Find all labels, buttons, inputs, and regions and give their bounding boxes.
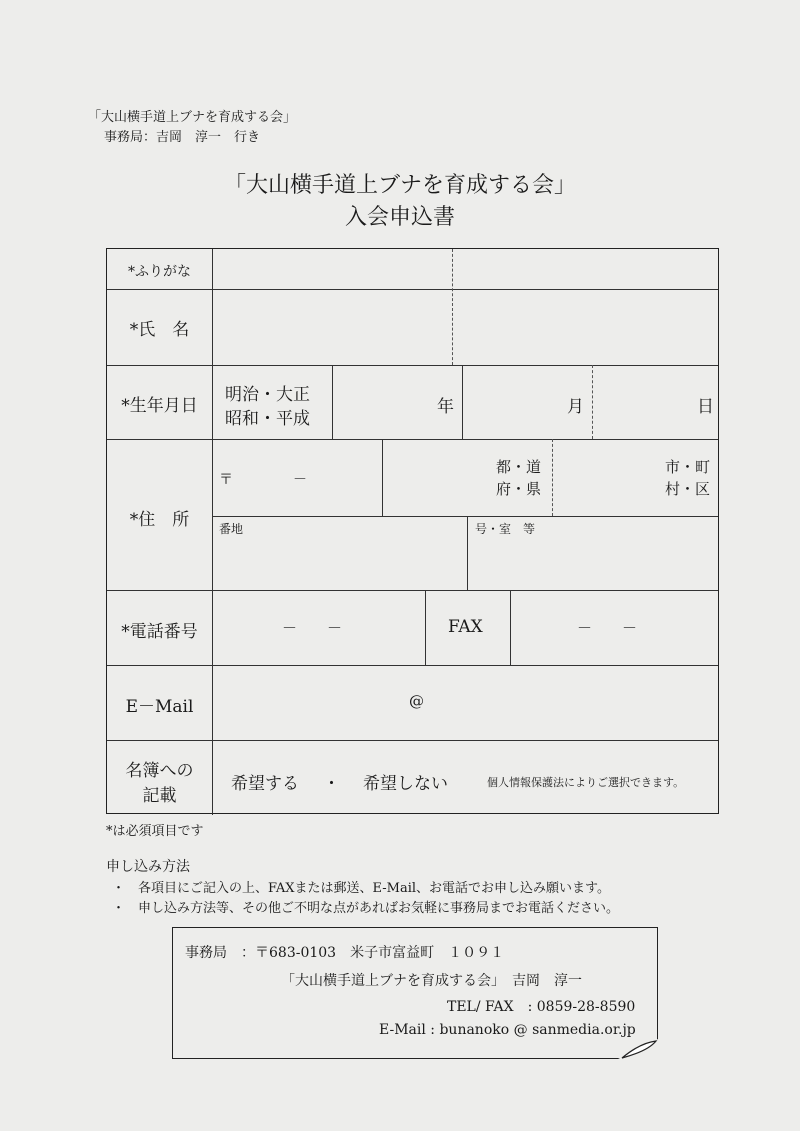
- row-divider: [107, 365, 718, 366]
- option-separator: ・: [323, 774, 340, 794]
- wish-option[interactable]: 希望する: [231, 774, 299, 794]
- office-phone-line: TEL/ FAX : 0859-28-8590: [447, 999, 636, 1015]
- furigana-field-left[interactable]: [215, 251, 451, 287]
- at-mark[interactable]: @: [409, 692, 424, 710]
- office-contact-box: [172, 927, 658, 1059]
- phone-divider: [425, 590, 426, 665]
- prefecture-type-1: 都・道: [496, 458, 542, 476]
- phone-divider: [510, 590, 511, 665]
- office-recipient-line: 事務局：吉岡 淳一 行き: [104, 130, 261, 145]
- roster-label-line2: 記載: [142, 786, 177, 806]
- birth-divider: [462, 365, 463, 439]
- last-name-field[interactable]: [215, 292, 451, 362]
- required-footnote: *は必須項目です: [106, 824, 204, 839]
- city-type-2: 村・区: [665, 480, 711, 498]
- org-line: 「大山横手道上ブナを育成する会」: [88, 110, 297, 125]
- era-option-2[interactable]: 昭和・平成: [225, 409, 310, 429]
- row-divider: [107, 439, 718, 440]
- office-email-line: E-Mail : bunanoko @ sanmedia.or.jp: [379, 1022, 636, 1038]
- page-curl-icon: [618, 1039, 658, 1059]
- city-type-1: 市・町: [665, 458, 711, 476]
- name-dashed-divider: [452, 249, 453, 365]
- phone-dashes[interactable]: － －: [282, 619, 343, 637]
- birth-dashed-divider: [592, 365, 593, 439]
- row-divider: [107, 289, 718, 290]
- name-label: *氏 名: [129, 320, 190, 340]
- office-address-line: 事務局 ：〒683-0103 米子市富益町 １０９１: [185, 945, 505, 961]
- method-item: ・ 申し込み方法等、その他ご不明な点があればお気軽に事務局までお電話ください。: [112, 901, 620, 916]
- banchi-label: 番地: [219, 522, 244, 536]
- era-option-1[interactable]: 明治・大正: [225, 385, 310, 405]
- day-label: 日: [697, 397, 714, 417]
- privacy-note: 個人情報保護法によりご選択できます。: [487, 776, 685, 789]
- fax-dashes[interactable]: － －: [577, 619, 638, 637]
- year-label: 年: [437, 397, 454, 417]
- application-form-table: [106, 248, 719, 814]
- postal-mark: 〒: [219, 472, 233, 488]
- furigana-field-right[interactable]: [455, 251, 717, 287]
- first-name-field[interactable]: [455, 292, 717, 362]
- address-dashed-divider: [552, 439, 553, 516]
- address-divider: [382, 439, 383, 516]
- label-column-divider: [212, 249, 213, 815]
- page-subtitle: 入会申込書: [344, 205, 455, 230]
- page-title: 「大山横手道上ブナを育成する会」: [223, 173, 576, 198]
- month-label: 月: [567, 397, 584, 417]
- email-label: E－Mail: [125, 697, 194, 717]
- fax-label: FAX: [448, 617, 483, 637]
- address-label: *住 所: [129, 510, 190, 530]
- no-wish-option[interactable]: 希望しない: [363, 774, 448, 794]
- roster-label-line1: 名簿への: [125, 761, 194, 781]
- method-item: ・ 各項目にご記入の上、FAXまたは郵送、E-Mail、お電話でお申し込み願います。: [112, 881, 610, 896]
- row-divider: [107, 665, 718, 666]
- postal-dash: －: [293, 472, 307, 488]
- address-divider: [467, 516, 468, 590]
- phone-label: *電話番号: [121, 622, 198, 642]
- furigana-label: *ふりがな: [128, 264, 191, 280]
- office-name-line: 「大山横手道上ブナを育成する会」 吉岡 淳一: [281, 973, 582, 989]
- row-divider: [107, 590, 718, 591]
- room-label: 号・室 等: [475, 522, 536, 536]
- method-heading: 申し込み方法: [106, 859, 190, 875]
- address-inner-divider: [212, 516, 718, 517]
- row-divider: [107, 740, 718, 741]
- birth-date-label: *生年月日: [121, 396, 198, 416]
- prefecture-type-2: 府・県: [496, 480, 542, 498]
- birth-divider: [332, 365, 333, 439]
